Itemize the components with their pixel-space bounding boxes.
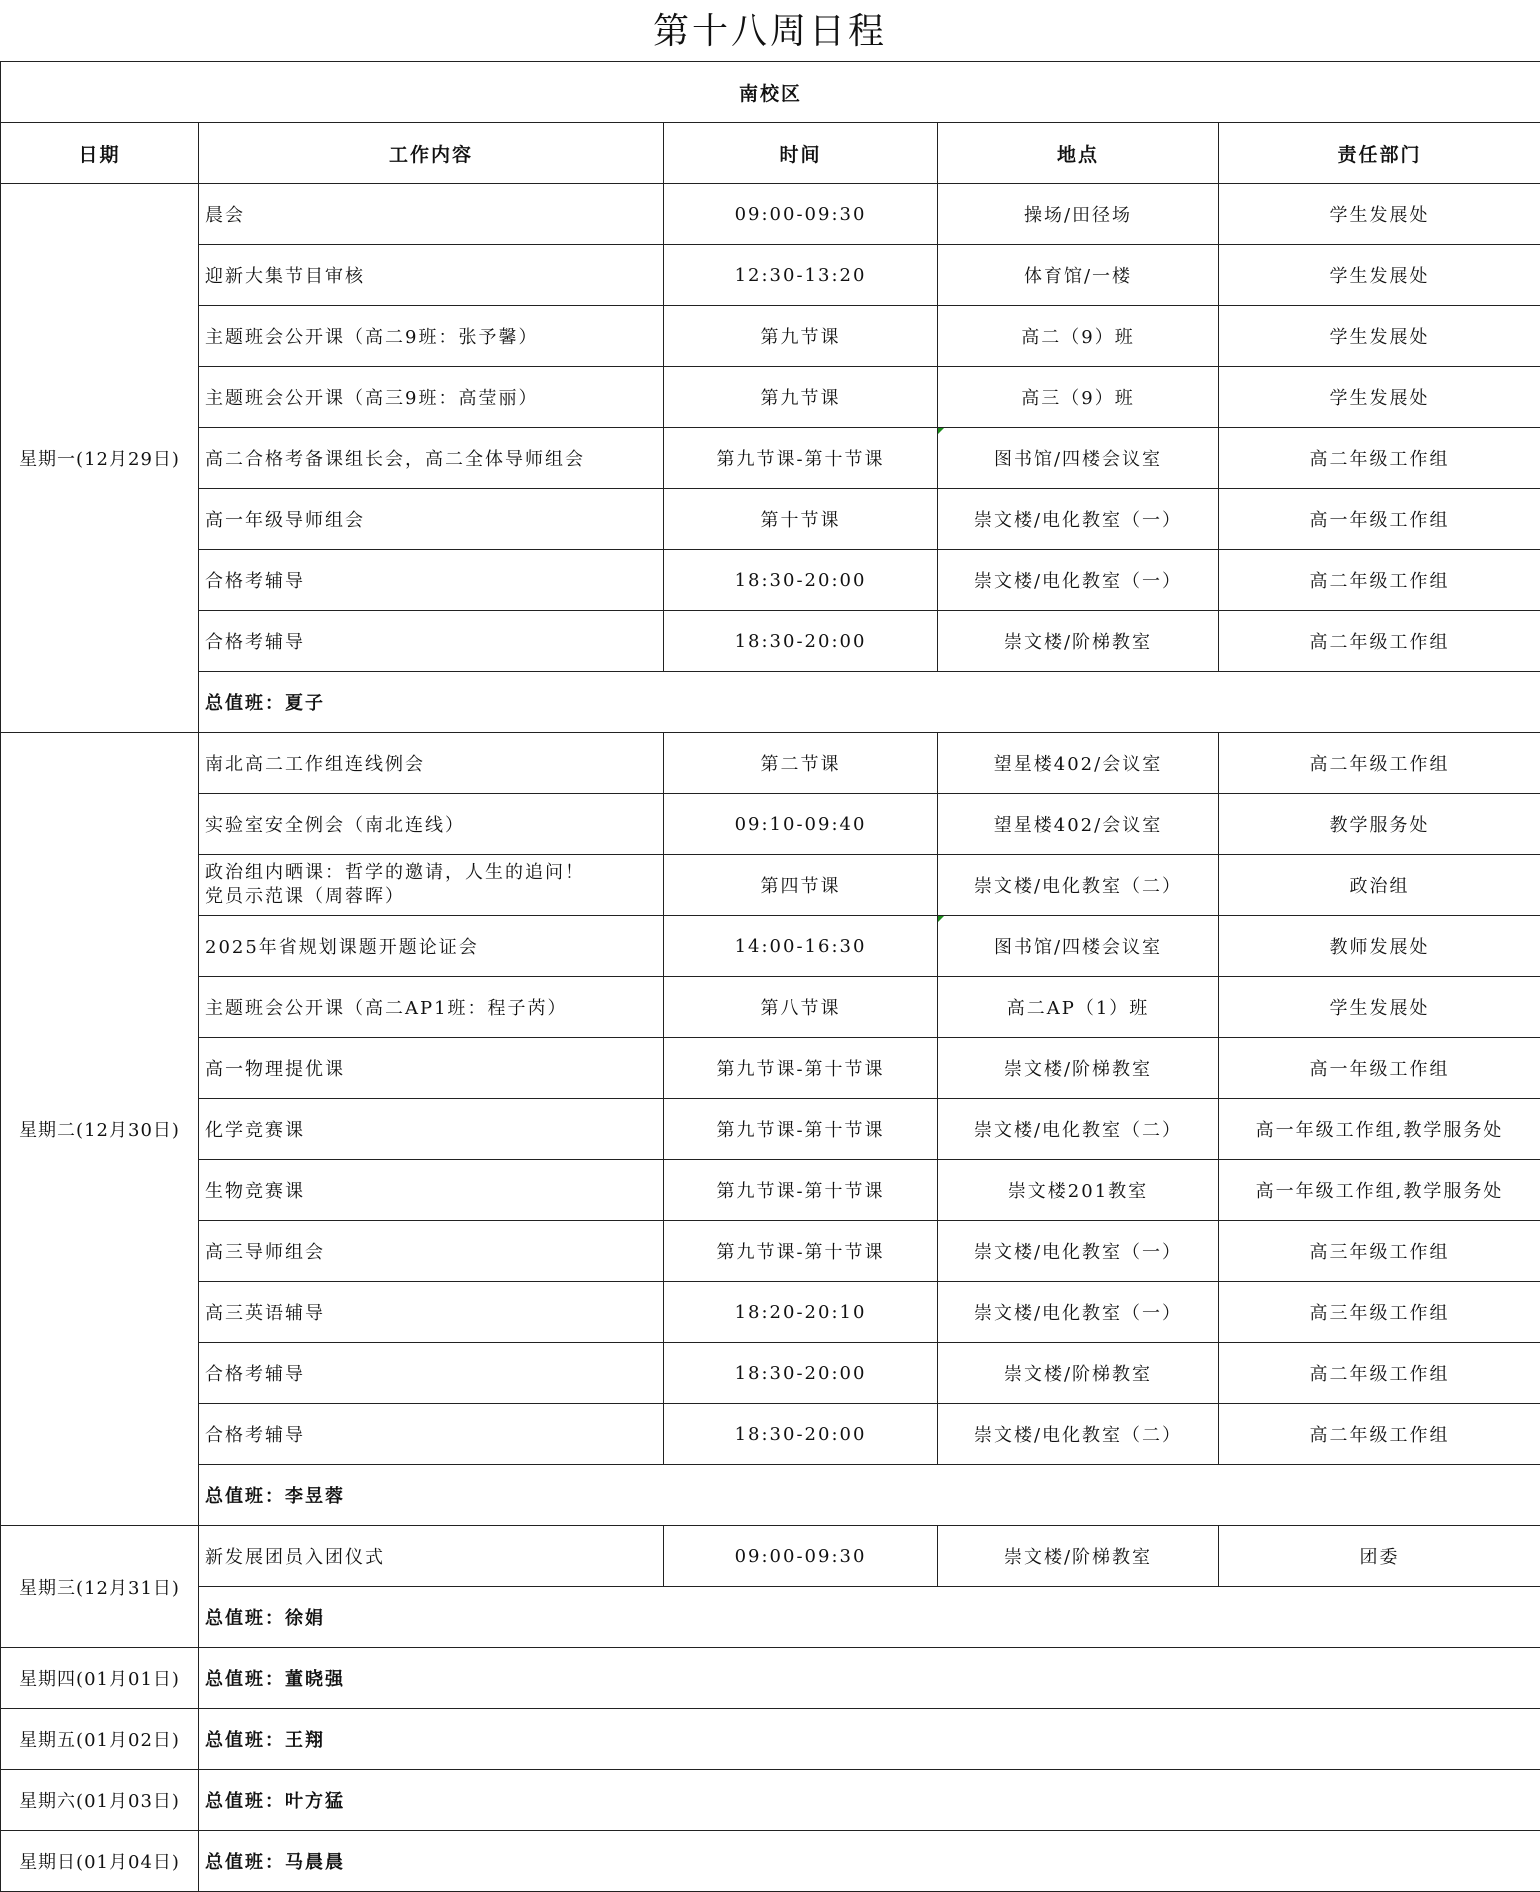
table-row [1,916,1540,977]
location-cell: 崇文楼/阶梯教室 [938,1526,1219,1587]
time-cell: 18:30-20:00 [664,550,938,611]
table-row [1,611,1540,672]
duty-cell [199,672,1540,733]
dept-cell: 学生发展处 [1219,367,1540,428]
task-cell: 主题班会公开课（高二9班：张予馨） [199,306,664,367]
duty-prefix: 总值班： [205,693,285,714]
duty-row [1,1831,1540,1892]
task-cell [199,855,664,916]
time-cell: 第九节课-第十节课 [664,1038,938,1099]
time-cell: 第四节课 [664,855,938,916]
table-row [1,306,1540,367]
table-row [1,1404,1540,1465]
time-cell: 09:10-09:40 [664,794,938,855]
duty-row [1,672,1540,733]
task-cell: 新发展团员入团仪式 [199,1526,664,1587]
dept-cell: 高二年级工作组 [1219,428,1540,489]
location-cell: 操场/田径场 [938,184,1219,245]
task-cell: 实验室安全例会（南北连线） [199,794,664,855]
task-cell: 化学竞赛课 [199,1099,664,1160]
location-cell: 崇文楼/阶梯教室 [938,1343,1219,1404]
task-cell: 主题班会公开课（高三9班：高莹丽） [199,367,664,428]
duty-cell [199,1465,1540,1526]
table-row [1,733,1540,794]
time-cell: 第十节课 [664,489,938,550]
task-cell: 合格考辅导 [199,550,664,611]
campus-row [1,62,1540,123]
table-row [1,1282,1540,1343]
dept-cell: 高一年级工作组,教学服务处 [1219,1160,1540,1221]
table-row [1,245,1540,306]
dept-cell: 高三年级工作组 [1219,1221,1540,1282]
table-row [1,489,1540,550]
header-row [1,123,1540,184]
duty-prefix: 总值班： [205,1608,285,1629]
header-date: 日期 [1,123,199,184]
task-cell: 合格考辅导 [199,611,664,672]
time-cell: 14:00-16:30 [664,916,938,977]
duty-row [1,1587,1540,1648]
duty-cell [199,1587,1540,1648]
location-cell: 崇文楼/电化教室（二） [938,855,1219,916]
duty-row [1,1770,1540,1831]
location-cell: 崇文楼/阶梯教室 [938,1038,1219,1099]
table-row [1,1099,1540,1160]
location-cell: 崇文楼/电化教室（二） [938,1099,1219,1160]
time-cell: 第九节课 [664,306,938,367]
header-time: 时间 [664,123,938,184]
time-cell: 第九节课-第十节课 [664,428,938,489]
dept-cell: 高一年级工作组 [1219,1038,1540,1099]
task-cell: 生物竞赛课 [199,1160,664,1221]
time-cell: 第九节课 [664,367,938,428]
header-location: 地点 [938,123,1219,184]
task-cell: 合格考辅导 [199,1404,664,1465]
location-cell: 望星楼402/会议室 [938,794,1219,855]
schedule-table [0,61,1540,1892]
time-cell: 第八节课 [664,977,938,1038]
location-cell: 体育馆/一楼 [938,245,1219,306]
day-label: 星期日(01月04日) [1,1831,199,1892]
location-cell: 高二AP（1）班 [938,977,1219,1038]
dept-cell: 高三年级工作组 [1219,1282,1540,1343]
dept-cell: 高二年级工作组 [1219,733,1540,794]
dept-cell: 学生发展处 [1219,245,1540,306]
duty-cell [199,1709,1540,1770]
header-task: 工作内容 [199,123,664,184]
task-cell: 主题班会公开课（高二AP1班：程子芮） [199,977,664,1038]
location-cell: 图书馆/四楼会议室 [938,916,1219,977]
day-label: 星期一(12月29日) [1,184,199,733]
time-cell: 12:30-13:20 [664,245,938,306]
duty-name: 夏子 [285,693,325,714]
duty-name: 李昱蓉 [285,1486,345,1507]
location-cell: 望星楼402/会议室 [938,733,1219,794]
task-cell: 迎新大集节目审核 [199,245,664,306]
dept-cell: 政治组 [1219,855,1540,916]
dept-cell: 教学服务处 [1219,794,1540,855]
time-cell: 18:20-20:10 [664,1282,938,1343]
duty-cell [199,1831,1540,1892]
table-row [1,1221,1540,1282]
time-cell: 第九节课-第十节课 [664,1099,938,1160]
table-row [1,1160,1540,1221]
task-cell: 高三英语辅导 [199,1282,664,1343]
duty-prefix: 总值班： [205,1669,285,1690]
duty-name: 王翔 [285,1730,325,1751]
time-cell: 09:00-09:30 [664,1526,938,1587]
table-row [1,550,1540,611]
location-cell: 崇文楼/电化教室（一） [938,1221,1219,1282]
time-cell: 第二节课 [664,733,938,794]
page-title: 第十八周日程 [0,0,1540,61]
task-line: 政治组内晒课：哲学的邀请，人生的追问！ [205,862,585,883]
task-cell: 高一物理提优课 [199,1038,664,1099]
location-cell: 高三（9）班 [938,367,1219,428]
table-row [1,367,1540,428]
table-row [1,855,1540,916]
time-cell: 18:30-20:00 [664,1343,938,1404]
dept-cell: 高二年级工作组 [1219,1343,1540,1404]
time-cell: 18:30-20:00 [664,1404,938,1465]
time-cell: 09:00-09:30 [664,184,938,245]
day-label: 星期二(12月30日) [1,733,199,1526]
duty-row [1,1648,1540,1709]
dept-cell: 学生发展处 [1219,306,1540,367]
table-row [1,1343,1540,1404]
table-row [1,1526,1540,1587]
table-row [1,1038,1540,1099]
duty-name: 董晓强 [285,1669,345,1690]
task-cell: 2025年省规划课题开题论证会 [199,916,664,977]
duty-prefix: 总值班： [205,1486,285,1507]
campus-label: 南校区 [1,62,1540,123]
task-cell: 高二合格考备课组长会，高二全体导师组会 [199,428,664,489]
task-cell: 合格考辅导 [199,1343,664,1404]
duty-row [1,1709,1540,1770]
table-row [1,977,1540,1038]
task-line: 党员示范课（周蓉晖） [205,886,405,907]
time-cell: 18:30-20:00 [664,611,938,672]
dept-cell: 教师发展处 [1219,916,1540,977]
duty-prefix: 总值班： [205,1791,285,1812]
duty-name: 叶方猛 [285,1791,345,1812]
task-cell: 高三导师组会 [199,1221,664,1282]
location-cell: 崇文楼/电化教室（二） [938,1404,1219,1465]
task-cell: 高一年级导师组会 [199,489,664,550]
time-cell: 第九节课-第十节课 [664,1160,938,1221]
location-cell: 崇文楼/电化教室（一） [938,489,1219,550]
table-row [1,428,1540,489]
header-dept: 责任部门 [1219,123,1540,184]
location-cell: 崇文楼201教室 [938,1160,1219,1221]
dept-cell: 团委 [1219,1526,1540,1587]
dept-cell: 高二年级工作组 [1219,611,1540,672]
day-label: 星期三(12月31日) [1,1526,199,1648]
dept-cell: 高一年级工作组 [1219,489,1540,550]
time-cell: 第九节课-第十节课 [664,1221,938,1282]
task-cell: 南北高二工作组连线例会 [199,733,664,794]
location-cell: 崇文楼/电化教室（一） [938,1282,1219,1343]
location-cell: 崇文楼/电化教室（一） [938,550,1219,611]
location-cell: 图书馆/四楼会议室 [938,428,1219,489]
table-row [1,794,1540,855]
duty-row [1,1465,1540,1526]
location-cell: 崇文楼/阶梯教室 [938,611,1219,672]
dept-cell: 高二年级工作组 [1219,1404,1540,1465]
duty-prefix: 总值班： [205,1730,285,1751]
location-cell: 高二（9）班 [938,306,1219,367]
task-cell: 晨会 [199,184,664,245]
duty-cell [199,1648,1540,1709]
duty-name: 马晨晨 [285,1852,345,1873]
table-row [1,184,1540,245]
day-label: 星期五(01月02日) [1,1709,199,1770]
duty-name: 徐娟 [285,1608,325,1629]
dept-cell: 学生发展处 [1219,977,1540,1038]
day-label: 星期六(01月03日) [1,1770,199,1831]
dept-cell: 高二年级工作组 [1219,550,1540,611]
duty-prefix: 总值班： [205,1852,285,1873]
duty-cell [199,1770,1540,1831]
dept-cell: 高一年级工作组,教学服务处 [1219,1099,1540,1160]
dept-cell: 学生发展处 [1219,184,1540,245]
day-label: 星期四(01月01日) [1,1648,199,1709]
